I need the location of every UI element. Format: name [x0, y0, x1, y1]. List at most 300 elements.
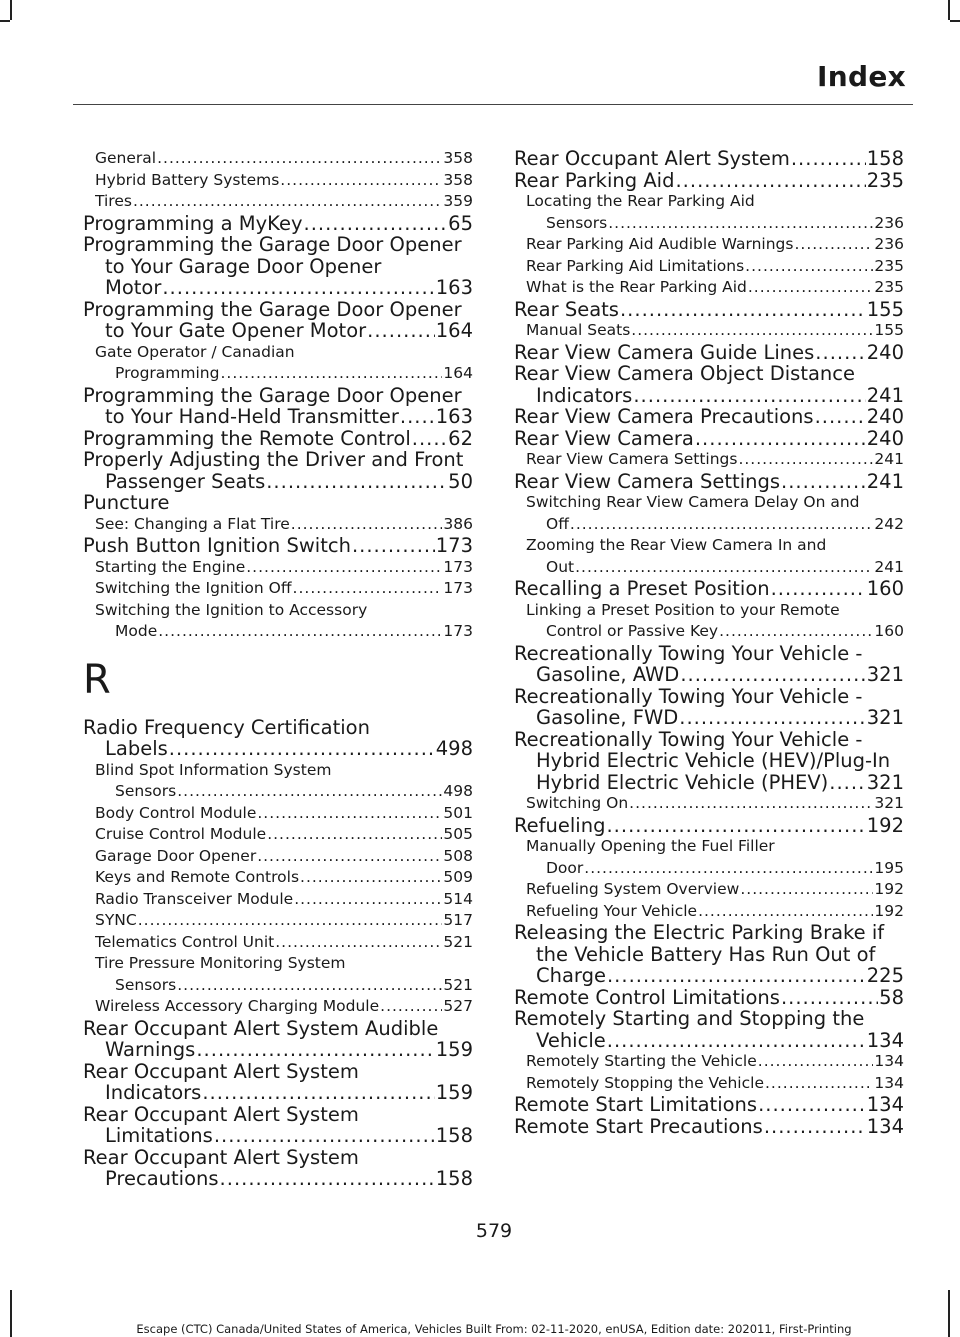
entry-text: Gasoline, AWD	[536, 664, 680, 686]
entry-leader-row	[526, 234, 904, 256]
dot-leader	[606, 815, 865, 837]
dot-leader	[220, 363, 442, 385]
entry-text: Switching the Ignition to Accessory	[95, 600, 368, 619]
entry-text: Body Control Module	[95, 803, 257, 822]
entry-leader-row	[95, 824, 473, 846]
page-reference: 62	[448, 427, 473, 449]
entry-text: Keys and Remote Controls	[95, 868, 300, 886]
entry-leader-row	[526, 901, 904, 923]
dot-leader	[794, 234, 873, 256]
entry-text: Rear View Camera	[514, 427, 694, 449]
entry-text: Properly Adjusting the Driver and Front	[83, 449, 464, 471]
dot-leader	[781, 987, 878, 1009]
dot-leader	[607, 1030, 866, 1052]
entry-leader-row	[83, 406, 473, 428]
dot-leader	[293, 578, 443, 600]
entry-text: See: Changing a Flat Tire	[95, 514, 290, 533]
index-entry	[83, 234, 473, 299]
page-reference: 159	[435, 1082, 473, 1104]
entry-text: Manual Seats	[526, 321, 631, 339]
page-reference: 164	[435, 320, 473, 342]
index-entry	[83, 385, 473, 428]
index-entry	[514, 342, 904, 364]
index-subentry	[514, 234, 904, 256]
page-reference: 236	[874, 235, 904, 253]
page-reference: 225	[866, 965, 904, 987]
entry-leader-row	[514, 772, 904, 794]
page-reference: 240	[866, 427, 904, 449]
entry-text: Out	[546, 557, 575, 576]
page-reference: 50	[448, 470, 473, 492]
entry-leader-row	[526, 449, 904, 471]
entry-text: Rear View Camera Settings	[514, 470, 781, 492]
entry-leader-row	[95, 932, 473, 954]
entry-text: Blind Spot Information System	[95, 760, 332, 779]
crop-mark-top-right-v	[948, 0, 950, 20]
entry-leader-row	[95, 867, 473, 889]
page-reference: 159	[435, 1039, 473, 1061]
entry-text: Refueling System Overview	[526, 880, 740, 898]
entry-text: Programming a MyKey	[83, 212, 303, 234]
dot-leader	[575, 557, 873, 579]
page-reference: 163	[435, 406, 473, 428]
page-reference: 235	[866, 169, 904, 191]
entry-text: Sensors	[115, 782, 177, 800]
dot-leader	[764, 1116, 866, 1138]
dot-leader	[758, 1051, 874, 1073]
entry-leader-row	[514, 170, 904, 192]
entry-text: the Vehicle Battery Has Run Out of	[536, 942, 876, 966]
page-reference: 155	[866, 298, 904, 320]
index-subentry	[514, 449, 904, 471]
entry-leader-row	[83, 320, 473, 342]
entry-text: Rear Occupant Alert System Audible	[83, 1017, 439, 1040]
crop-mark-top-right-h	[950, 20, 960, 22]
entry-text: General	[95, 149, 157, 167]
page-reference: 134	[874, 1073, 904, 1092]
entry-leader-row	[514, 385, 904, 407]
entry-text: Zooming the Rear View Camera In and	[526, 536, 827, 554]
entry-leader-row	[83, 738, 473, 760]
index-subentry	[83, 578, 473, 600]
entry-text: Gate Operator / Canadian	[95, 342, 295, 361]
index-entry	[514, 987, 904, 1009]
dot-leader	[138, 910, 443, 932]
index-entry	[83, 1104, 473, 1147]
page-reference: 241	[866, 384, 904, 406]
entry-text: Rear Occupant Alert System	[514, 148, 790, 170]
index-entry	[83, 1061, 473, 1104]
entry-text: Remote Control Limitations	[514, 986, 780, 1008]
dot-leader	[177, 781, 442, 803]
entry-text: Starting the Engine	[95, 557, 246, 576]
entry-text: Rear Occupant Alert System	[83, 1103, 359, 1126]
index-subentry	[83, 191, 473, 213]
dot-leader	[380, 996, 442, 1018]
dot-leader	[698, 901, 873, 923]
entry-text: Cruise Control Module	[95, 825, 267, 843]
entry-leader-row	[95, 514, 473, 536]
index-column-left	[83, 148, 473, 1190]
crop-mark-top-left-h	[0, 20, 10, 22]
page-reference: 508	[443, 846, 473, 865]
entry-leader-row	[95, 996, 473, 1018]
entry-text: Remotely Starting and Stopping the	[514, 1008, 865, 1030]
dot-leader	[584, 858, 873, 880]
footer-edition-info: Escape (CTC) Canada/United States of America, Vehicles Built From: 02-11-2020, enUSA, Edition date: 202011, First-Printing	[136, 1322, 852, 1336]
index-entry	[83, 535, 473, 557]
entry-leader-row	[526, 858, 904, 880]
page-reference: 58	[879, 986, 904, 1008]
index-entry	[514, 1008, 904, 1051]
dot-leader	[629, 793, 873, 815]
index-entry	[514, 578, 904, 600]
page-reference: 240	[866, 341, 904, 363]
dot-leader	[791, 148, 866, 170]
index-subentry	[83, 514, 473, 536]
entry-text: Rear Parking Aid Audible Warnings	[526, 235, 794, 253]
entry-text: Labels	[105, 738, 168, 760]
entry-text: Rear Parking Aid	[514, 169, 675, 191]
index-subentry	[514, 879, 904, 901]
page-reference: 321	[866, 771, 904, 793]
entry-text: Push Button Ignition Switch	[83, 535, 351, 557]
entry-text: Rear View Camera Precautions	[514, 406, 814, 428]
dot-leader	[633, 385, 865, 407]
index-entry	[514, 148, 904, 170]
entry-text: Linking a Preset Position to your Remote	[526, 600, 840, 619]
dot-leader	[257, 846, 442, 868]
dot-leader	[695, 428, 866, 450]
entry-leader-row	[95, 889, 473, 911]
index-entry	[514, 815, 904, 837]
page-reference: 192	[874, 901, 904, 920]
entry-text: Remote Start Precautions	[514, 1115, 763, 1137]
entry-leader-row	[95, 975, 473, 997]
entry-text: Recreationally Towing Your Vehicle -	[514, 728, 863, 751]
entry-text: Mode	[115, 622, 158, 640]
page-reference: 235	[874, 278, 904, 296]
dot-leader	[620, 299, 866, 321]
dot-leader	[266, 471, 447, 493]
page-reference: 155	[874, 321, 904, 339]
entry-text: Rear View Camera Guide Lines	[514, 341, 815, 363]
index-entry	[83, 428, 473, 450]
entry-leader-row	[514, 406, 904, 428]
index-entry	[514, 471, 904, 493]
entry-text: Passenger Seats	[105, 470, 266, 492]
index-entry	[514, 1094, 904, 1116]
dot-leader	[177, 975, 442, 997]
entry-leader-row	[514, 664, 904, 686]
entry-text: Refueling Your Vehicle	[526, 901, 698, 920]
entry-leader-row	[83, 1082, 473, 1104]
index-subentry	[83, 760, 473, 803]
dot-leader	[294, 889, 442, 911]
page-reference: 163	[435, 277, 473, 299]
page-reference: 242	[874, 514, 904, 533]
dot-leader	[829, 772, 865, 794]
entry-leader-row	[526, 514, 904, 536]
entry-text: Programming the Remote Control	[83, 427, 411, 449]
entry-text: Garage Door Opener	[95, 846, 257, 865]
entry-leader-row	[514, 815, 904, 837]
dot-leader	[133, 191, 442, 213]
page-reference: 240	[866, 406, 904, 428]
entry-leader-row	[526, 557, 904, 579]
dot-leader	[631, 320, 873, 342]
index-subentry	[514, 1073, 904, 1095]
entry-leader-row	[514, 1030, 904, 1052]
entry-text: Recalling a Preset Position	[514, 578, 770, 600]
index-entry	[514, 922, 904, 987]
entry-leader-row	[514, 342, 904, 364]
index-entry	[83, 449, 473, 492]
index-subentry	[83, 170, 473, 192]
entry-leader-row	[514, 987, 904, 1009]
entry-text: Precautions	[105, 1168, 219, 1190]
entry-text: Off	[546, 514, 569, 533]
entry-leader-row	[514, 471, 904, 493]
index-entry	[514, 729, 904, 794]
index-entry	[514, 363, 904, 406]
entry-text: Sensors	[115, 975, 177, 994]
dot-leader	[765, 1073, 873, 1095]
entry-leader-row	[83, 1125, 473, 1147]
dot-leader	[169, 738, 435, 760]
dot-leader	[781, 471, 866, 493]
index-subentry	[83, 342, 473, 385]
page-reference: 158	[866, 148, 904, 170]
entry-leader-row	[514, 148, 904, 170]
entry-leader-row	[95, 846, 473, 868]
page-reference: 359	[443, 192, 473, 210]
entry-text: Wireless Accessory Charging Module	[95, 997, 380, 1015]
page-reference: 386	[443, 514, 473, 533]
dot-leader	[267, 824, 442, 846]
index-entry	[514, 428, 904, 450]
entry-leader-row	[95, 910, 473, 932]
dot-leader	[758, 1094, 866, 1116]
entry-text: Rear Occupant Alert System	[83, 1146, 359, 1169]
index-entry	[83, 213, 473, 235]
dot-leader	[352, 535, 435, 557]
entry-text: Indicators	[105, 1082, 202, 1104]
index-entry	[83, 299, 473, 342]
entry-leader-row	[526, 621, 904, 643]
entry-leader-row	[95, 781, 473, 803]
entry-text: Refueling	[514, 814, 606, 836]
entry-text: Radio Frequency Certification	[83, 716, 370, 739]
entry-text: Tire Pressure Monitoring System	[95, 954, 346, 972]
entry-leader-row	[95, 148, 473, 170]
dot-leader	[162, 277, 434, 299]
entry-text: Remote Start Limitations	[514, 1094, 758, 1116]
dot-leader	[304, 213, 448, 235]
entry-text: Rear View Camera Object Distance	[514, 363, 856, 385]
page-reference: 527	[443, 997, 473, 1015]
index-subentry	[514, 836, 904, 879]
dot-leader	[740, 879, 873, 901]
page-reference: 517	[443, 911, 473, 929]
entry-text: Switching On	[526, 794, 629, 812]
entry-text: Hybrid Electric Vehicle (PHEV)	[536, 771, 829, 793]
index-subentry	[514, 277, 904, 299]
page-number: 579	[475, 1220, 513, 1242]
entry-text: to Your Gate Opener Motor	[105, 320, 367, 342]
page-reference: 173	[435, 535, 473, 557]
entry-text: Releasing the Electric Parking Brake if	[514, 922, 885, 944]
entry-text: Limitations	[105, 1125, 213, 1147]
page-reference: 241	[874, 557, 904, 576]
entry-text: Indicators	[536, 384, 633, 406]
entry-leader-row	[83, 535, 473, 557]
entry-text: Vehicle	[536, 1029, 606, 1051]
entry-leader-row	[83, 471, 473, 493]
index-subentry	[514, 600, 904, 643]
index-entry	[514, 170, 904, 192]
entry-text: Manually Opening the Fuel Filler	[526, 837, 775, 855]
entry-text: Locating the Rear Parking Aid	[526, 192, 755, 210]
page-reference: 134	[874, 1052, 904, 1070]
page-reference: 173	[443, 557, 473, 576]
page-reference: 505	[443, 825, 473, 843]
index-entry	[514, 686, 904, 729]
entry-text: Puncture	[83, 492, 170, 514]
page-reference: 134	[866, 1094, 904, 1116]
index-entry	[514, 1116, 904, 1138]
index-entry	[514, 643, 904, 686]
page-title: Index	[817, 60, 906, 93]
entry-leader-row	[95, 191, 473, 213]
dot-leader	[275, 932, 442, 954]
index-subentry	[83, 953, 473, 996]
entry-leader-row	[526, 320, 904, 342]
page-reference: 192	[866, 814, 904, 836]
dot-leader	[745, 256, 873, 278]
entry-text: to Your Garage Door Opener	[105, 254, 382, 278]
dot-leader	[196, 1039, 434, 1061]
entry-leader-row	[514, 965, 904, 987]
page-reference: 321	[866, 707, 904, 729]
page-reference: 498	[443, 782, 473, 800]
index-entry	[514, 406, 904, 428]
page-reference: 514	[443, 889, 473, 908]
page-reference: 509	[443, 868, 473, 886]
index-subentry	[83, 600, 473, 643]
dot-leader	[680, 664, 865, 686]
index-subentry	[514, 535, 904, 578]
entry-text: Rear View Camera Settings	[526, 450, 738, 468]
entry-text: Rear Seats	[514, 298, 619, 320]
index-entry	[514, 299, 904, 321]
index-subentry	[83, 932, 473, 954]
entry-leader-row	[95, 170, 473, 192]
entry-leader-row	[514, 707, 904, 729]
entry-leader-row	[514, 578, 904, 600]
entry-leader-row	[514, 1116, 904, 1138]
entry-leader-row	[83, 428, 473, 450]
entry-text: Programming	[115, 364, 220, 382]
page-reference: 173	[443, 622, 473, 640]
index-subentry	[83, 867, 473, 889]
page-reference: 358	[443, 149, 473, 167]
entry-text: Hybrid Electric Vehicle (HEV)/Plug-In	[536, 749, 891, 772]
entry-text: Programming the Garage Door Opener	[83, 234, 462, 256]
entry-leader-row	[526, 879, 904, 901]
page-reference: 501	[443, 803, 473, 822]
page-reference: 134	[866, 1115, 904, 1137]
entry-text: Door	[546, 858, 584, 877]
page-reference: 235	[874, 256, 904, 275]
index-column-right	[514, 148, 904, 1137]
page-reference: 65	[448, 212, 473, 234]
header-divider	[73, 104, 913, 105]
dot-leader	[246, 557, 442, 579]
entry-text: Gasoline, FWD	[536, 707, 679, 729]
entry-leader-row	[526, 256, 904, 278]
entry-text: Rear Occupant Alert System	[83, 1060, 359, 1083]
entry-text: Warnings	[105, 1039, 196, 1061]
index-subentry	[514, 320, 904, 342]
dot-leader	[157, 148, 442, 170]
dot-leader	[367, 320, 435, 342]
entry-text: Control or Passive Key	[546, 622, 719, 640]
page-reference: 521	[443, 932, 473, 951]
dot-leader	[738, 449, 873, 471]
entry-text: Motor	[105, 277, 162, 299]
page-reference: 160	[874, 622, 904, 640]
index-subentry	[514, 492, 904, 535]
entry-leader-row	[514, 428, 904, 450]
entry-leader-row	[526, 1051, 904, 1073]
page-reference: 195	[874, 858, 904, 877]
index-subentry	[514, 256, 904, 278]
index-subentry	[514, 793, 904, 815]
entry-text: Recreationally Towing Your Vehicle -	[514, 642, 863, 665]
dot-leader	[220, 1168, 435, 1190]
entry-text: Switching Rear View Camera Delay On and	[526, 493, 860, 511]
entry-leader-row	[83, 213, 473, 235]
entry-text: Radio Transceiver Module	[95, 889, 294, 908]
index-subentry	[83, 889, 473, 911]
entry-text: Switching the Ignition Off	[95, 579, 292, 597]
index-subentry	[83, 803, 473, 825]
dot-leader	[291, 514, 443, 536]
index-subentry	[514, 901, 904, 923]
entry-text: to Your Hand-Held Transmitter	[105, 406, 399, 428]
dot-leader	[748, 277, 874, 299]
index-subentry	[514, 191, 904, 234]
index-entry	[83, 1147, 473, 1190]
dot-leader	[815, 342, 865, 364]
entry-leader-row	[95, 578, 473, 600]
entry-text: Remotely Stopping the Vehicle	[526, 1073, 764, 1092]
entry-leader-row	[526, 1073, 904, 1095]
entry-leader-row	[95, 363, 473, 385]
entry-text: Rear Parking Aid Limitations	[526, 256, 745, 275]
entry-text: Sensors	[546, 213, 608, 232]
entry-leader-row	[95, 803, 473, 825]
entry-text: Charge	[536, 965, 606, 987]
index-subentry	[83, 846, 473, 868]
entry-text: Hybrid Battery Systems	[95, 170, 280, 189]
section-letter: R	[83, 656, 111, 703]
dot-leader	[608, 213, 873, 235]
dot-leader	[412, 428, 447, 450]
dot-leader	[158, 621, 442, 643]
dot-leader	[202, 1082, 434, 1104]
